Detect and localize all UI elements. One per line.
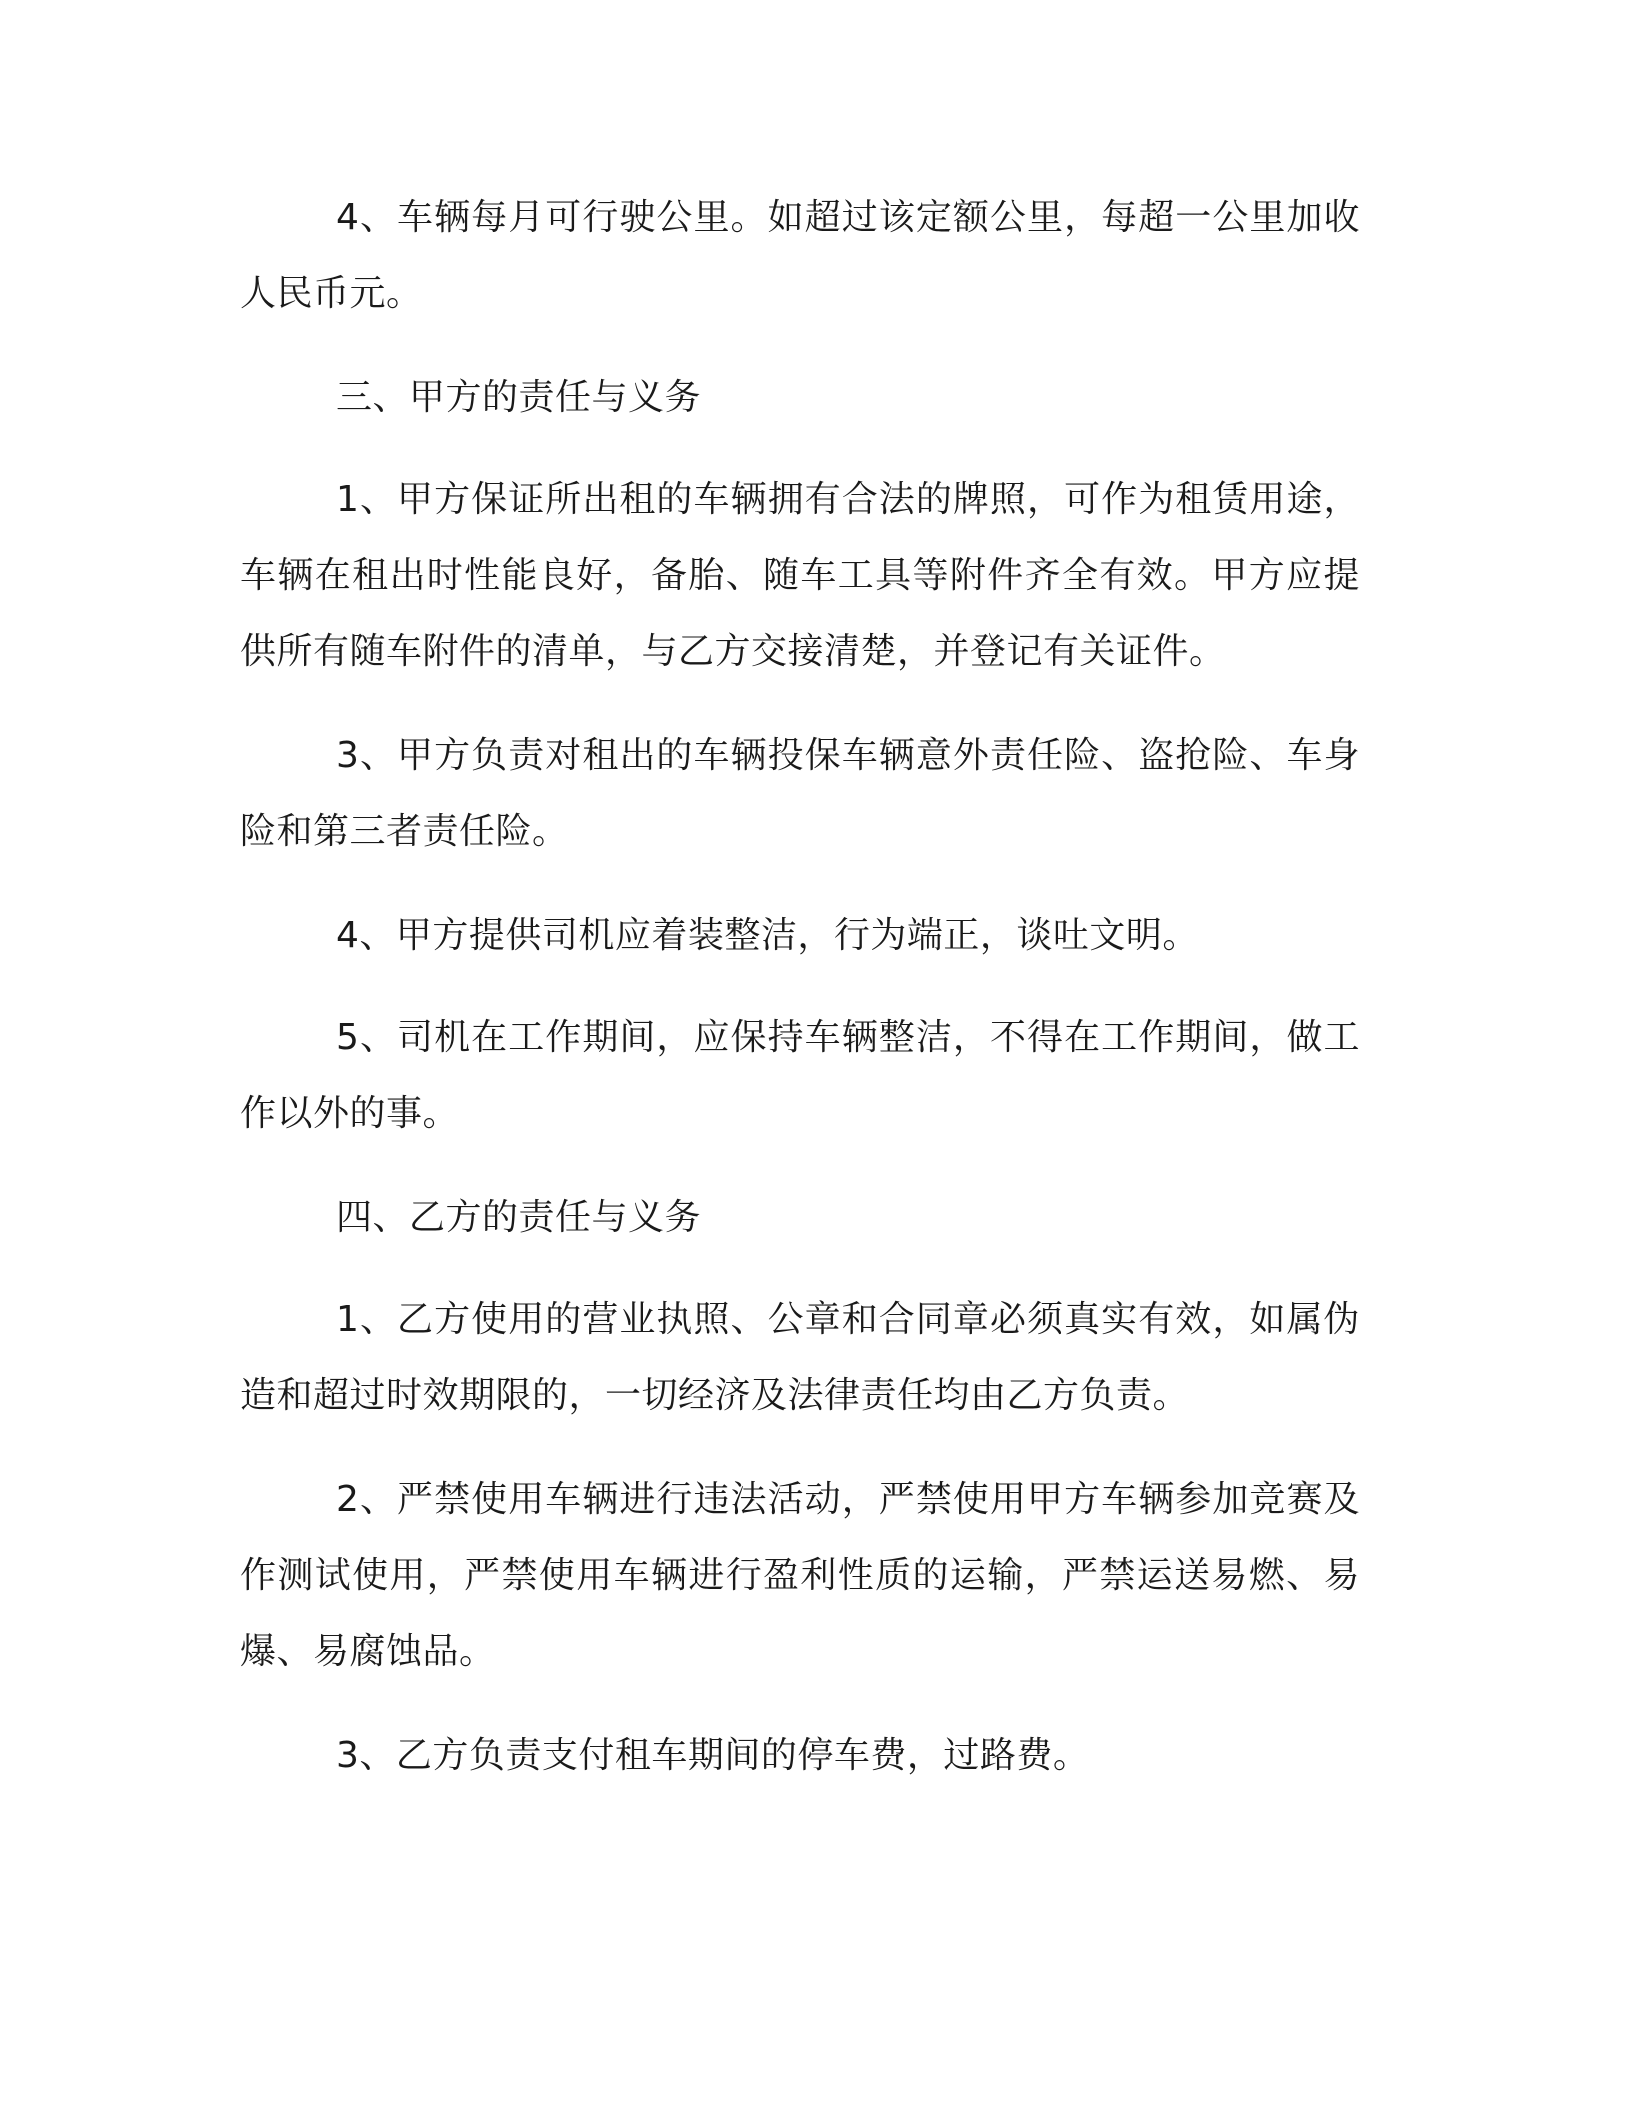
paragraph-party-b-2: 2、严禁使用车辆进行违法活动，严禁使用甲方车辆参加竞赛及作测试使用，严禁使用车辆进行盈利性质的运输，严禁运送易燃、易爆、易腐蚀品。: [240, 1479, 1360, 1672]
paragraph-party-a-5: 5、司机在工作期间，应保持车辆整洁，不得在工作期间，做工作以外的事。: [240, 1017, 1360, 1134]
paragraph-party-b-3: 3、乙方负责支付租车期间的停车费，过路费。: [336, 1735, 1090, 1776]
paragraph-mileage-limit: 4、车辆每月可行驶公里。如超过该定额公里，每超一公里加收人民币元。: [240, 197, 1360, 314]
section-heading-party-b: 四、乙方的责任与义务: [336, 1197, 702, 1238]
paragraph-party-b-1: 1、乙方使用的营业执照、公章和合同章必须真实有效，如属伪造和超过时效期限的，一切经济及法律责任均由乙方负责。: [240, 1299, 1360, 1416]
section-heading-party-a: 三、甲方的责任与义务: [336, 377, 702, 418]
paragraph-party-a-3: 3、甲方负责对租出的车辆投保车辆意外责任险、盗抢险、车身险和第三者责任险。: [240, 735, 1360, 852]
paragraph-party-a-4: 4、甲方提供司机应着装整洁，行为端正，谈吐文明。: [336, 915, 1199, 956]
paragraph-party-a-1: 1、甲方保证所出租的车辆拥有合法的牌照，可作为租赁用途，车辆在租出时性能良好，备胎、随车工具等附件齐全有效。甲方应提供所有随车附件的清单，与乙方交接清楚，并登记有关证件。: [240, 479, 1360, 672]
